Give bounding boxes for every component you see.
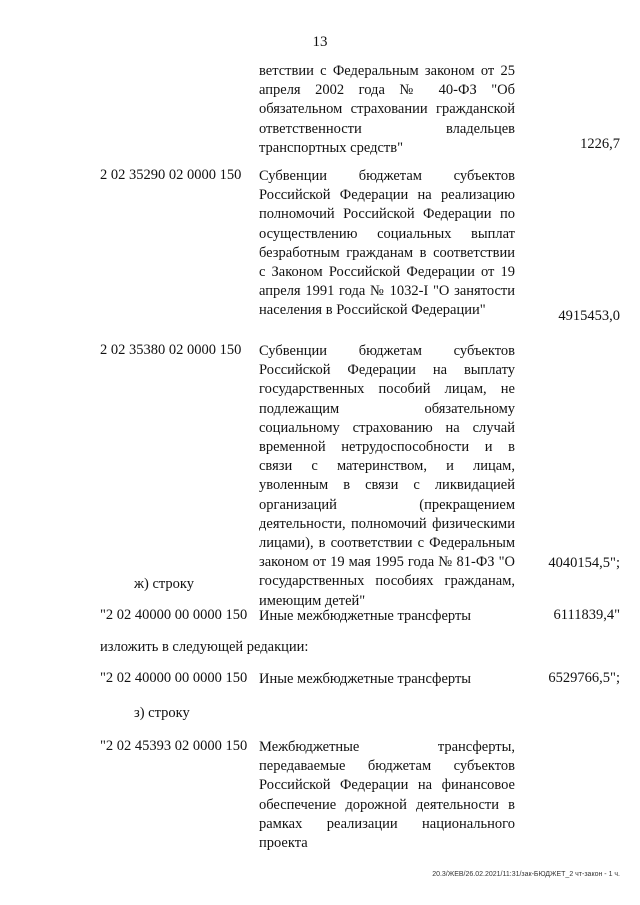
note-edit: изложить в следующей редакции:	[100, 639, 309, 655]
row-2-description: Субвенции бюджетам субъектов Российской Федерации на выплату государственных пособий лицам, не подлежащим обязательному социальному страхованию на случай временной нетрудоспособности и в связи с материнством, и лицам, уволенным в связи с ликвидацией организаций (прекращением деятельности, полномочий физическими лицами), в соответствии с Федеральным законом от 19 мая 1995 года № 81-ФЗ "О государственных пособиях гражданам, имеющим детей"	[259, 343, 515, 609]
row-3-amount: 6111839,4"	[553, 607, 620, 623]
row-0-description: ветствии с Федеральным законом от 25 апреля 2002 года № 40-ФЗ "Об обязательном страховании гражданской ответственности владельцев транспортных средств"	[259, 63, 515, 156]
row-1-amount: 4915453,0	[558, 308, 620, 324]
row-5-code: "2 02 45393 02 0000 150	[100, 738, 248, 754]
row-1-code: 2 02 35290 02 0000 150	[100, 167, 242, 183]
row-2-amount: 4040154,5";	[548, 555, 620, 571]
page-number: 13	[312, 34, 328, 50]
row-0-amount: 1226,7	[580, 136, 620, 152]
footer-stamp: 20.3/ЖЕВ/26.02.2021/11:31/зак-БЮДЖЕТ_2 чт-закон - 1 ч.	[432, 871, 620, 878]
row-3-description: Иные межбюджетные трансферты	[259, 608, 472, 624]
row-4-amount: 6529766,5";	[548, 670, 620, 686]
row-4-code: "2 02 40000 00 0000 150	[100, 670, 248, 686]
note-zh: ж) строку	[134, 576, 195, 592]
row-1-description: Субвенции бюджетам субъектов Российской Федерации на реализацию полномочий Российской Федерации по осуществлению социальных выплат безработным гражданам в соответствии с Законом Российской Федерации от 19 апреля 1991 года № 1032-I "О занятости населения в Российской Федерации"	[259, 168, 515, 319]
note-z: з) строку	[134, 705, 190, 721]
row-2-code: 2 02 35380 02 0000 150	[100, 342, 242, 358]
row-5-description: Межбюджетные трансферты, передаваемые бюджетам субъектов Российской Федерации на финансовое обеспечение дорожной деятельности в рамках реализации национального проекта	[259, 739, 515, 852]
row-3-code: "2 02 40000 00 0000 150	[100, 607, 248, 623]
row-4-description: Иные межбюджетные трансферты	[259, 671, 472, 687]
